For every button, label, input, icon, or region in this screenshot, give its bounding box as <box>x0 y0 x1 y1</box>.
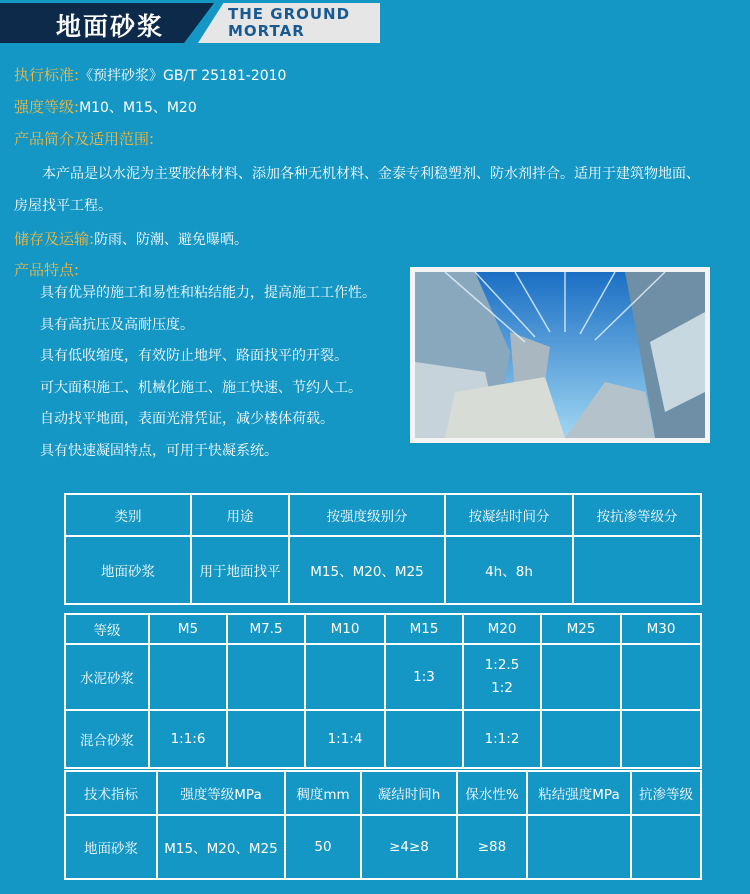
feature-item: 具有优异的施工和易性和粘结能力，提高施工工作性。 <box>40 285 376 301</box>
table-header-cell: 按凝结时间分 <box>445 494 573 536</box>
table-header-row <box>65 614 701 644</box>
table-cell: 1:1:2 <box>463 710 541 768</box>
table-cell: 1:1:4 <box>305 710 385 768</box>
table-cell: M15、M20、M25 <box>157 815 285 879</box>
standard-label: 执行标准: <box>14 66 80 84</box>
table-header-cell: 抗渗等级 <box>631 771 701 815</box>
skyscraper-photo <box>410 267 710 443</box>
table-cell <box>541 710 621 768</box>
grade-value: M10、M15、M20 <box>79 100 197 116</box>
table-cell: M15、M20、M25 <box>289 536 445 604</box>
table-cell: 50 <box>285 815 361 879</box>
table-header-cell: M25 <box>541 614 621 644</box>
table-row <box>65 536 701 604</box>
table-header-cell: M10 <box>305 614 385 644</box>
table-cell: 1:3 <box>385 644 463 710</box>
table-header-cell: 等级 <box>65 614 149 644</box>
table-header-cell: 粘结强度MPa <box>527 771 631 815</box>
feature-item: 可大面积施工、机械化施工、施工快速、节约人工。 <box>40 379 362 396</box>
storage-line <box>14 228 248 249</box>
ratio-value: 1:2.5 <box>484 657 520 673</box>
table-cell <box>527 815 631 879</box>
table-header-cell: M15 <box>385 614 463 644</box>
table-cell: 地面砂浆 <box>65 536 191 604</box>
table-cell <box>227 710 305 768</box>
table-header-row <box>65 494 701 536</box>
table-cell <box>385 710 463 768</box>
table-cell <box>631 815 701 879</box>
intro-paragraph: 本产品是以水泥为主要胶体材料、添加各种无机材料、金泰专利稳塑剂、防水剂拌合。适用于建筑物地面、房屋找平工程。 <box>14 166 700 214</box>
storage-label: 储存及运输: <box>14 230 95 248</box>
table-cell: 用于地面找平 <box>191 536 289 604</box>
table-header-cell: M7.5 <box>227 614 305 644</box>
table-header-cell: 稠度mm <box>285 771 361 815</box>
table-cell: 1:1:6 <box>149 710 227 768</box>
table-header-cell: M20 <box>463 614 541 644</box>
grade-ratio-table <box>64 613 702 769</box>
features-list <box>40 278 376 467</box>
table-row-label: 混合砂浆 <box>65 710 149 768</box>
ratio-value: 1:2 <box>491 680 513 696</box>
table-row-label: 水泥砂浆 <box>65 644 149 710</box>
table-header-cell: 用途 <box>191 494 289 536</box>
feature-item: 自动找平地面，表面光滑凭证，减少楼体荷载。 <box>40 411 334 427</box>
table-header-cell: 按强度级别分 <box>289 494 445 536</box>
table-cell <box>541 644 621 710</box>
features-label: 产品特点: <box>14 261 80 279</box>
table-cell <box>149 644 227 710</box>
table-row <box>65 710 701 768</box>
table-row <box>65 644 701 710</box>
table-header-cell: 技术指标 <box>65 771 157 815</box>
feature-item: 具有高抗压及高耐压度。 <box>40 316 194 333</box>
table-cell <box>621 644 701 710</box>
table-cell: 4h、8h <box>445 536 573 604</box>
feature-item: 具有快速凝固特点，可用于快凝系统。 <box>40 442 278 459</box>
table-cell: ≥4≥8 <box>361 815 457 879</box>
table-header-cell: 凝结时间h <box>361 771 457 815</box>
table-header-cell: M30 <box>621 614 701 644</box>
storage-value: 防雨、防潮、避免曝晒。 <box>94 232 249 248</box>
table-cell <box>305 644 385 710</box>
category-table <box>64 493 702 605</box>
technical-spec-table <box>64 770 702 880</box>
table-header-cell: 按抗渗等级分 <box>573 494 701 536</box>
standard-value: 《预拌砂浆》GB/T 25181-2010 <box>79 68 287 84</box>
standard-line <box>14 64 286 85</box>
table-cell <box>227 644 305 710</box>
page-title-english <box>228 6 350 40</box>
table-cell: ≥88 <box>457 815 527 879</box>
table-header-cell: 类别 <box>65 494 191 536</box>
title-banner <box>0 0 380 46</box>
grade-line <box>14 96 197 117</box>
table-cell: 地面砂浆 <box>65 815 157 879</box>
table-header-row <box>65 771 701 815</box>
grade-label: 强度等级: <box>14 98 80 116</box>
title-en-line-1: THE GROUND <box>228 5 351 23</box>
table-cell <box>463 644 541 710</box>
title-en-line-2: MORTAR <box>228 22 305 40</box>
table-header-cell: M5 <box>149 614 227 644</box>
table-header-cell: 强度等级MPa <box>157 771 285 815</box>
table-cell <box>573 536 701 604</box>
features-heading-line <box>14 259 79 280</box>
table-cell <box>621 710 701 768</box>
intro-label: 产品简介及适用范围: <box>14 130 155 148</box>
page-title: 地面砂浆 <box>56 12 165 41</box>
intro-heading-line <box>14 128 154 149</box>
table-row <box>65 815 701 879</box>
feature-item: 具有低收缩度，有效防止地坪、路面找平的开裂。 <box>40 348 348 364</box>
skyscraper-image <box>415 272 705 438</box>
table-header-cell: 保水性% <box>457 771 527 815</box>
